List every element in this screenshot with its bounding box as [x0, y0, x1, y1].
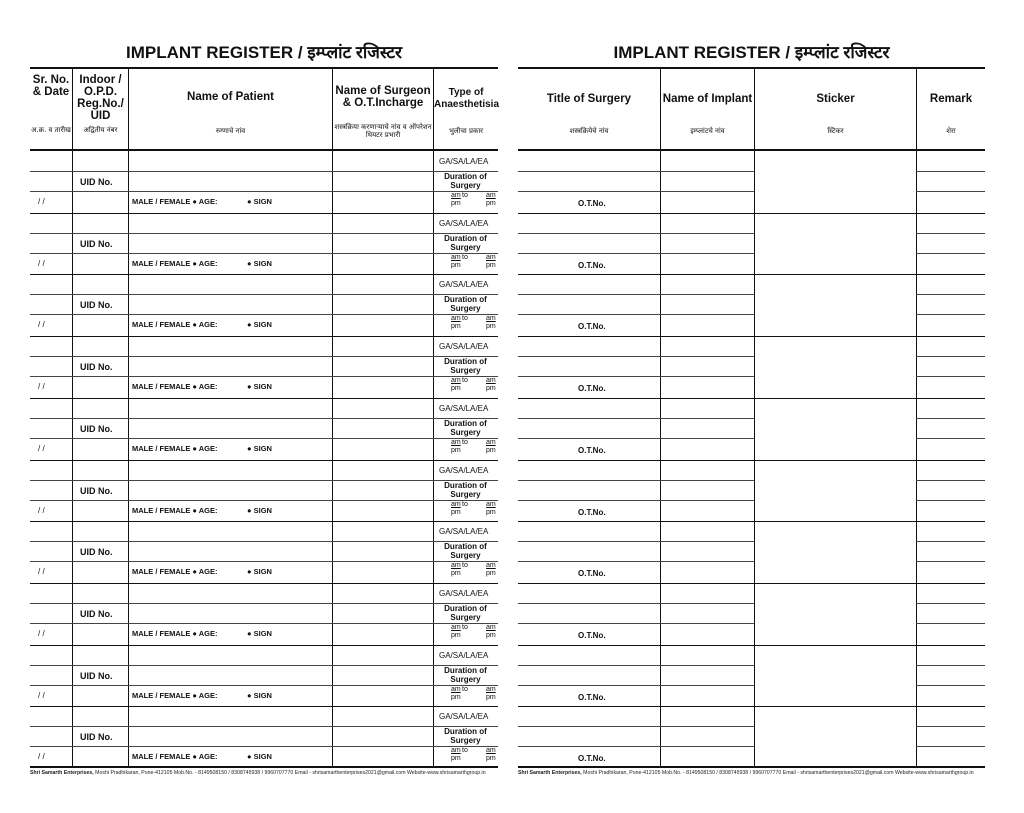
time-pm: pm: [486, 693, 496, 701]
row-divider: [128, 541, 332, 542]
row-divider: [332, 685, 498, 686]
row-divider: [128, 480, 332, 481]
entry-divider: [518, 645, 985, 646]
time-am: am: [451, 623, 461, 631]
row-divider: [30, 438, 128, 439]
time-pm: pm: [451, 261, 461, 269]
row-divider: [518, 665, 754, 666]
row-divider: [30, 726, 128, 727]
gender-age-label: MALE / FEMALE ● AGE:: [132, 443, 218, 453]
header-surgery-title: Title of Surgery शस्त्रक्रियेचे नांव: [546, 93, 632, 135]
row-divider: [128, 191, 332, 192]
row-divider: [518, 253, 754, 254]
row-divider: [30, 314, 128, 315]
entry-divider: [30, 645, 498, 646]
gender-age-label: MALE / FEMALE ● AGE:: [132, 258, 218, 268]
uid-label: UID No.: [80, 670, 113, 681]
row-divider: [916, 171, 985, 172]
row-divider: [916, 438, 985, 439]
gender-age-label: MALE / FEMALE ● AGE:: [132, 567, 218, 577]
row-divider: [916, 685, 985, 686]
row-divider: [518, 171, 754, 172]
row-divider: [332, 561, 498, 562]
row-divider: [916, 665, 985, 666]
uid-label: UID No.: [80, 547, 113, 558]
date-field: / /: [38, 567, 45, 577]
entry-divider: [518, 706, 985, 707]
row-divider: [916, 233, 985, 234]
time-am: am: [486, 685, 496, 693]
sign-label: ● SIGN: [247, 628, 272, 638]
row-divider: [128, 438, 332, 439]
time-pm: pm: [451, 446, 461, 454]
row-divider: [518, 480, 754, 481]
row-divider: [30, 623, 128, 624]
sign-label: ● SIGN: [247, 197, 272, 206]
uid-label: UID No.: [80, 732, 113, 743]
entry-divider: [518, 213, 985, 214]
header-remark: Remark शेरा: [916, 69, 985, 149]
time-am: am: [451, 500, 461, 508]
date-field: / /: [38, 197, 45, 206]
register-entry: [518, 460, 985, 522]
register-entry: [30, 213, 498, 275]
sign-label: ● SIGN: [247, 258, 272, 268]
register-entry: [30, 521, 498, 583]
left-table-header: [30, 67, 498, 151]
row-divider: [30, 561, 128, 562]
uid-label: UID No.: [80, 362, 113, 373]
time-am: am: [451, 562, 461, 570]
gender-age-label: MALE / FEMALE ● AGE:: [132, 197, 218, 206]
row-divider: [332, 438, 498, 439]
row-divider: [30, 541, 128, 542]
time-to: to: [462, 685, 468, 693]
row-divider: [30, 376, 128, 377]
time-am: am: [486, 500, 496, 508]
duration-label: Duration of Surgery: [444, 727, 487, 746]
row-divider: [332, 376, 498, 377]
time-pm: pm: [486, 323, 496, 331]
footer: Shri Samarth Enterprises, Moshi Pradhikaran, Pune-412105 Mob.No. - 8149508150 / 8308745938 / 9960707770 Email - shrisamarthenterprises2021@gmail.com Website-www.shrisamarthgroup.in: [518, 770, 974, 776]
row-divider: [518, 623, 754, 624]
time-am: am: [451, 747, 461, 755]
row-divider: [30, 418, 128, 419]
register-entry: [518, 274, 985, 336]
row-divider: [30, 294, 128, 295]
header-surgeon: Name of Surgeon & O.T.Incharge शस्त्रक्रिया करणाऱ्याचे नांव व ऑपरेशन थियटर प्रभारी: [332, 69, 433, 149]
time-pm: pm: [486, 508, 496, 516]
ot-no-label: O.T.No.: [578, 384, 606, 394]
right-table-header: [518, 67, 985, 151]
duration-label: Duration of Surgery: [444, 480, 487, 499]
anaesthesia-types: GA/SA/LA/EA: [439, 280, 489, 290]
row-divider: [128, 253, 332, 254]
ot-no-label: O.T.No.: [578, 322, 606, 332]
time-to: to: [462, 192, 468, 199]
register-entry: [30, 336, 498, 398]
row-divider: [128, 376, 332, 377]
time-am: am: [451, 377, 461, 385]
time-am: am: [486, 315, 496, 323]
row-divider: [30, 480, 128, 481]
register-entry: [30, 398, 498, 460]
date-field: / /: [38, 443, 45, 453]
register-entry: [518, 645, 985, 707]
sign-label: ● SIGN: [247, 382, 272, 392]
register-entry: [518, 151, 985, 213]
row-divider: [128, 746, 332, 747]
time-am: am: [451, 192, 461, 199]
entry-divider: [30, 398, 498, 399]
time-am: am: [486, 747, 496, 755]
time-am: am: [486, 623, 496, 631]
sign-label: ● SIGN: [247, 320, 272, 330]
row-divider: [30, 191, 128, 192]
entry-divider: [30, 583, 498, 584]
date-field: / /: [38, 690, 45, 700]
row-divider: [30, 603, 128, 604]
time-am: am: [451, 253, 461, 261]
row-divider: [518, 561, 754, 562]
duration-label: Duration of Surgery: [444, 603, 487, 622]
row-divider: [518, 233, 754, 234]
time-pm: pm: [451, 570, 461, 578]
row-divider: [518, 418, 754, 419]
duration-label: Duration of Surgery: [444, 233, 487, 252]
row-divider: [332, 623, 498, 624]
register-entry: [518, 213, 985, 275]
row-divider: [916, 253, 985, 254]
row-divider: [916, 746, 985, 747]
entry-divider: [518, 398, 985, 399]
uid-label: UID No.: [80, 485, 113, 496]
time-pm: pm: [451, 631, 461, 639]
entry-divider: [30, 213, 498, 214]
row-divider: [916, 418, 985, 419]
time-pm: pm: [451, 693, 461, 701]
row-divider: [30, 685, 128, 686]
row-divider: [518, 376, 754, 377]
gender-age-label: MALE / FEMALE ● AGE:: [132, 320, 218, 330]
row-divider: [518, 356, 754, 357]
row-divider: [128, 356, 332, 357]
register-entry: [30, 583, 498, 645]
gender-age-label: MALE / FEMALE ● AGE:: [132, 505, 218, 515]
header-sr-no: Sr. No. & Date अ.क्र. व तारीख: [31, 74, 71, 134]
footer: Shri Samarth Enterprises, Moshi Pradhikaran, Pune-412105 Mob.No. - 8149508150 / 8308745938 / 9960707770 Email - shrisamarthenterprises2021@gmail.com Website-www.shrisamarthgroup.in: [30, 770, 486, 776]
sign-label: ● SIGN: [247, 443, 272, 453]
time-am: am: [486, 438, 496, 446]
entry-divider: [518, 521, 985, 522]
ot-no-label: O.T.No.: [578, 569, 606, 579]
row-divider: [30, 356, 128, 357]
ot-no-label: O.T.No.: [578, 630, 606, 640]
ot-no-label: O.T.No.: [578, 445, 606, 455]
page-title: IMPLANT REGISTER / इम्प्लांट रजिस्टर: [613, 43, 890, 62]
ot-no-label: O.T.No.: [578, 199, 606, 208]
duration-label: Duration of Surgery: [444, 357, 487, 376]
register-entry: [518, 398, 985, 460]
gender-age-label: MALE / FEMALE ● AGE:: [132, 628, 218, 638]
row-divider: [30, 253, 128, 254]
row-divider: [128, 171, 332, 172]
duration-label: Duration of Surgery: [444, 172, 487, 190]
row-divider: [128, 603, 332, 604]
time-am: am: [486, 192, 496, 199]
row-divider: [518, 685, 754, 686]
row-divider: [128, 500, 332, 501]
row-divider: [518, 603, 754, 604]
anaesthesia-types: GA/SA/LA/EA: [439, 650, 489, 660]
sign-label: ● SIGN: [247, 690, 272, 700]
page-title: IMPLANT REGISTER / इम्प्लांट रजिस्टर: [126, 43, 402, 62]
row-divider: [518, 746, 754, 747]
time-pm: pm: [486, 446, 496, 454]
time-pm: pm: [451, 755, 461, 763]
anaesthesia-types: GA/SA/LA/EA: [439, 157, 489, 166]
row-divider: [518, 191, 754, 192]
ot-no-label: O.T.No.: [578, 754, 606, 764]
uid-label: UID No.: [80, 177, 113, 187]
time-pm: pm: [451, 200, 461, 207]
entry-divider: [518, 336, 985, 337]
time-am: am: [486, 562, 496, 570]
row-divider: [128, 623, 332, 624]
duration-label: Duration of Surgery: [444, 418, 487, 437]
row-divider: [916, 500, 985, 501]
header-patient-name: Name of Patient रुग्णाचे नांव: [128, 69, 332, 149]
entry-divider: [518, 460, 985, 461]
time-to: to: [462, 315, 468, 323]
ot-no-label: O.T.No.: [578, 692, 606, 702]
row-divider: [30, 665, 128, 666]
gender-age-label: MALE / FEMALE ● AGE:: [132, 690, 218, 700]
row-divider: [128, 294, 332, 295]
row-divider: [30, 171, 128, 172]
uid-label: UID No.: [80, 238, 113, 249]
register-entry: [30, 645, 498, 707]
date-field: / /: [38, 752, 45, 762]
row-divider: [916, 191, 985, 192]
row-divider: [128, 314, 332, 315]
date-field: / /: [38, 628, 45, 638]
row-divider: [518, 438, 754, 439]
row-divider: [30, 233, 128, 234]
uid-label: UID No.: [80, 423, 113, 434]
left-table-body: [30, 151, 498, 768]
row-divider: [518, 294, 754, 295]
register-entry: [518, 336, 985, 398]
time-to: to: [462, 562, 468, 570]
header-anaesthesia: Type of Anaesthetisia भुलीचा प्रकार: [433, 69, 498, 149]
register-entry: [518, 583, 985, 645]
row-divider: [128, 726, 332, 727]
gender-age-label: MALE / FEMALE ● AGE:: [132, 382, 218, 392]
row-divider: [332, 314, 498, 315]
entry-divider: [30, 706, 498, 707]
time-pm: pm: [486, 261, 496, 269]
register-entry: [30, 706, 498, 768]
time-am: am: [451, 438, 461, 446]
date-field: / /: [38, 505, 45, 515]
time-pm: pm: [451, 323, 461, 331]
register-entry: [30, 460, 498, 522]
row-divider: [332, 746, 498, 747]
uid-label: UID No.: [80, 300, 113, 311]
uid-label: UID No.: [80, 608, 113, 619]
time-pm: pm: [451, 385, 461, 393]
time-to: to: [462, 747, 468, 755]
row-divider: [128, 418, 332, 419]
row-divider: [916, 623, 985, 624]
anaesthesia-types: GA/SA/LA/EA: [439, 712, 489, 722]
entry-divider: [30, 274, 498, 275]
register-entry: [30, 151, 498, 213]
time-pm: pm: [451, 508, 461, 516]
header-indoor-opd: Indoor / O.P.D. Reg.No./ UID अद्वितीय नंबर: [72, 69, 128, 149]
date-field: / /: [38, 382, 45, 392]
time-to: to: [462, 377, 468, 385]
row-divider: [916, 561, 985, 562]
time-pm: pm: [486, 755, 496, 763]
anaesthesia-types: GA/SA/LA/EA: [439, 403, 489, 413]
entry-divider: [518, 583, 985, 584]
ot-no-label: O.T.No.: [578, 507, 606, 517]
anaesthesia-types: GA/SA/LA/EA: [439, 588, 489, 598]
anaesthesia-types: GA/SA/LA/EA: [439, 218, 489, 228]
time-am: am: [451, 685, 461, 693]
sign-label: ● SIGN: [247, 567, 272, 577]
row-divider: [916, 314, 985, 315]
entry-divider: [30, 336, 498, 337]
time-am: am: [486, 377, 496, 385]
date-field: / /: [38, 320, 45, 330]
duration-label: Duration of Surgery: [444, 665, 487, 684]
row-divider: [128, 685, 332, 686]
time-pm: pm: [486, 570, 496, 578]
gender-age-label: MALE / FEMALE ● AGE:: [132, 752, 218, 762]
time-am: am: [451, 315, 461, 323]
duration-label: Duration of Surgery: [444, 295, 487, 314]
row-divider: [518, 726, 754, 727]
time-to: to: [462, 438, 468, 446]
anaesthesia-types: GA/SA/LA/EA: [439, 342, 489, 352]
ot-no-label: O.T.No.: [578, 260, 606, 270]
anaesthesia-types: GA/SA/LA/EA: [439, 527, 489, 537]
row-divider: [916, 541, 985, 542]
row-divider: [916, 376, 985, 377]
time-to: to: [462, 623, 468, 631]
row-divider: [332, 191, 498, 192]
row-divider: [332, 500, 498, 501]
sign-label: ● SIGN: [247, 505, 272, 515]
entry-divider: [30, 460, 498, 461]
header-implant-name: Name of Implant इम्प्लांटचे नांव: [660, 69, 754, 149]
time-pm: pm: [486, 631, 496, 639]
time-to: to: [462, 500, 468, 508]
register-entry: [518, 706, 985, 768]
register-entry: [30, 274, 498, 336]
entry-divider: [30, 521, 498, 522]
row-divider: [518, 500, 754, 501]
entry-divider: [518, 274, 985, 275]
row-divider: [916, 356, 985, 357]
date-field: / /: [38, 258, 45, 268]
row-divider: [30, 746, 128, 747]
register-entry: [518, 521, 985, 583]
right-table-body: [518, 151, 985, 768]
row-divider: [128, 561, 332, 562]
row-divider: [332, 253, 498, 254]
time-to: to: [462, 253, 468, 261]
row-divider: [128, 665, 332, 666]
time-pm: pm: [486, 200, 496, 207]
row-divider: [916, 726, 985, 727]
row-divider: [518, 541, 754, 542]
duration-label: Duration of Surgery: [444, 542, 487, 561]
time-am: am: [486, 253, 496, 261]
row-divider: [916, 603, 985, 604]
header-sticker: Sticker स्टिकर: [754, 69, 916, 149]
row-divider: [30, 500, 128, 501]
sign-label: ● SIGN: [247, 752, 272, 762]
anaesthesia-types: GA/SA/LA/EA: [439, 465, 489, 475]
time-pm: pm: [486, 385, 496, 393]
row-divider: [128, 233, 332, 234]
row-divider: [916, 480, 985, 481]
row-divider: [916, 294, 985, 295]
row-divider: [518, 314, 754, 315]
